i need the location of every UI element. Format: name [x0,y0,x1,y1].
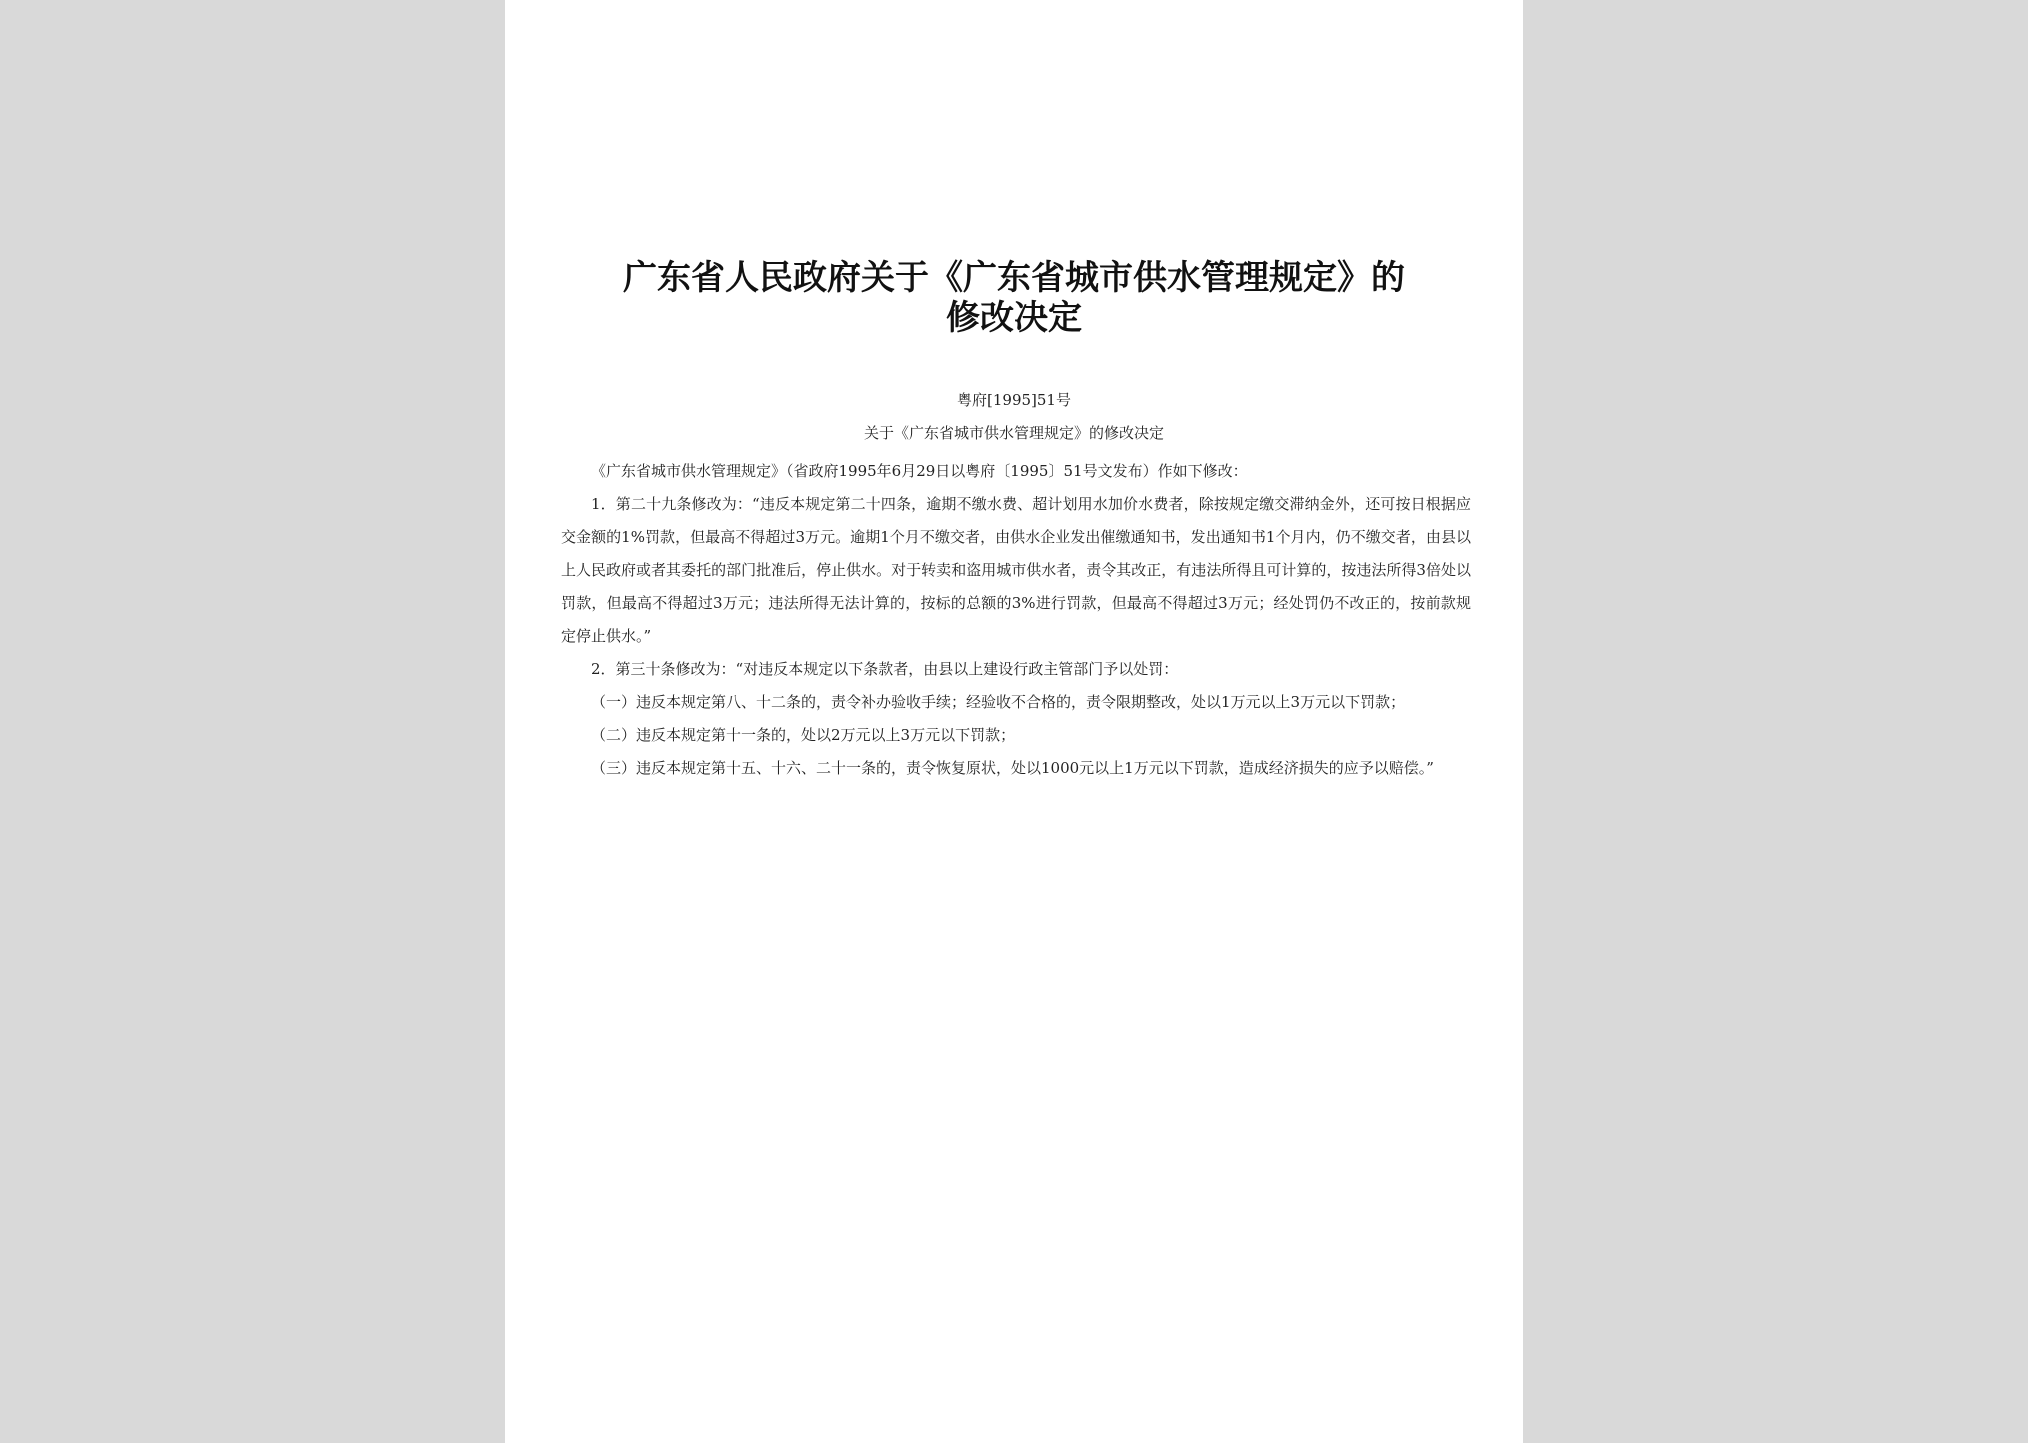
paragraph-item-2: 2．第三十条修改为：“对违反本规定以下条款者，由县以上建设行政主管部门予以处罚： [591,660,1179,678]
document-body [561,455,1471,785]
paragraph-intro: 《广东省城市供水管理规定》（省政府1995年6月29日以粤府〔1995〕51号文发布）作如下修改： [591,462,1248,480]
paragraph-clause-2: （二）违反本规定第十一条的，处以2万元以上3万元以下罚款； [591,726,1016,744]
title-line-2: 修改决定 [946,298,1082,338]
paragraph-clause-3: （三）违反本规定第十五、十六、二十一条的，责令恢复原状，处以1000元以上1万元以下罚款，造成经济损失的应予以赔偿。” [591,759,1434,777]
title-line-1: 广东省人民政府关于《广东省城市供水管理规定》的 [623,258,1405,298]
document-number: 粤府[1995]51号 [957,391,1071,409]
paragraph-item-1: 1．第二十九条修改为：“违反本规定第二十四条，逾期不缴水费、超计划用水加价水费者，除按规定缴交滞纳金外，还可按日根据应交金额的1%罚款，但最高不得超过3万元。逾期1个月不缴交者，由供水企业发出催缴通知书，发出通知书1个月内，仍不缴交者，由县以上人民政府或者其委托的部门批准后，停止供水。对于转卖和盗用城市供水者，责令其改正，有违法所得且可计算的，按违法所得3倍处以罚款，但最高不得超过3万元；违法所得无法计算的，按标的总额的3%进行罚款，但最高不得超过3万元；经处罚仍不改正的，按前款规定停止供水。” [561,495,1471,645]
document-page [505,0,1523,1443]
document-title [505,258,1523,338]
document-subtitle: 关于《广东省城市供水管理规定》的修改决定 [863,424,1164,442]
paragraph-clause-1: （一）违反本规定第八、十二条的，责令补办验收手续；经验收不合格的，责令限期整改，处以1万元以上3万元以下罚款； [591,693,1406,711]
